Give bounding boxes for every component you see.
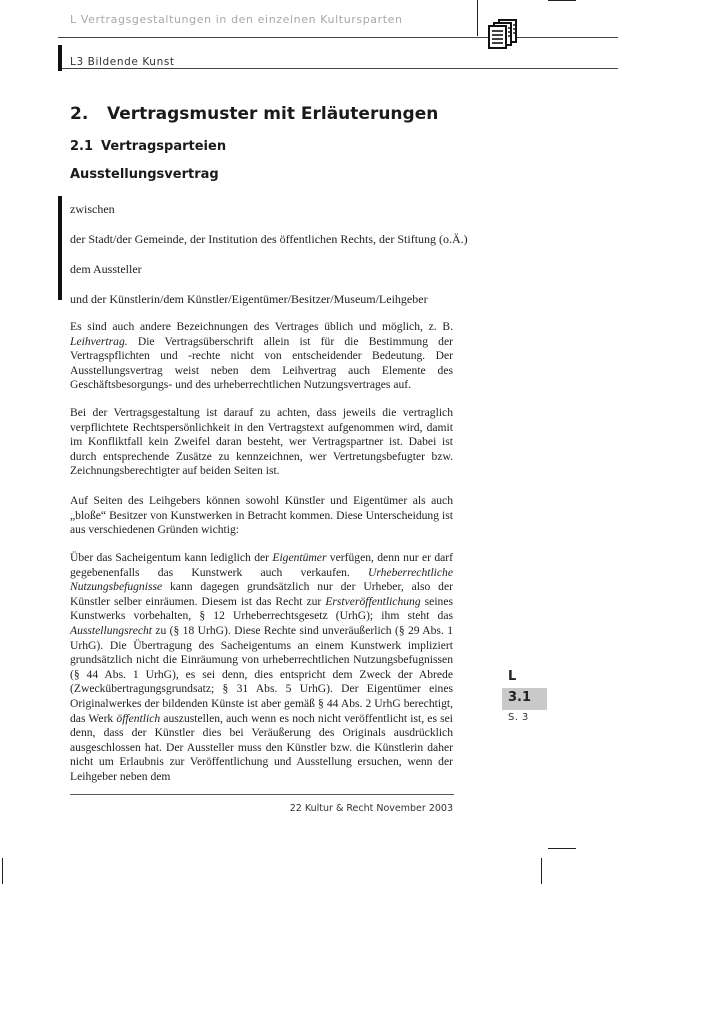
party-artist: und der Künstlerin/dem Künstler/Eigentümer/Besitzer/Museum/Leihgeber	[70, 292, 428, 306]
section-tab	[502, 667, 547, 729]
paragraph-1: Es sind auch andere Bezeichnungen des Vertrages üblich und möglich, z. B. Leihvertrag. Die Vertragsüberschrift allein ist für die Bestimmung der Vertragspflichten und -rechte nicht von entscheidender Bedeutung. Der Ausstellungsvertrag weist neben dem Leihvertrag auch Elemente des Geschäftsbesorgungs- und des urheberrechtlichen Nutzungsvertrages auf.	[70, 320, 453, 392]
section-tab-letter: L	[508, 669, 517, 684]
party-institution: der Stadt/der Gemeinde, der Institution des öffentlichen Rechts, der Stiftung (o.Ä.)	[70, 232, 468, 246]
running-header-chapter: L3 Bildende Kunst	[70, 56, 175, 68]
header-rule-bottom	[58, 68, 618, 69]
paragraph-3: Auf Seiten des Leihgebers können sowohl Künstler und Eigentümer als auch „bloße“ Besitzer von Kunstwerken in Betracht kommen. Diese Unterscheidung ist aus verschiedenen Gründen wichtig:	[70, 494, 453, 537]
paragraph-2: Bei der Vertragsgestaltung ist darauf zu achten, dass jeweils die vertraglich verpflichtete Rechtspersönlichkeit in den Vertragstext aufgenommen wird, damit im Konfliktfall kein Zweifel daran besteht, wer Vertragspartner ist. Dabei ist durch entsprechende Zusätze zu kennzeichnen, wer Vertretungsbefugter bzw. Zeichnungsberechtigter auf beiden Seiten ist.	[70, 406, 453, 478]
sub-heading-text: Vertragsparteien	[101, 139, 227, 154]
document-stack-icon	[486, 18, 522, 50]
sub-heading	[70, 139, 226, 154]
page-footer: 22 Kultur & Recht November 2003	[289, 803, 453, 814]
crop-mark-bottom-left	[2, 858, 3, 884]
parties-marker-bar	[58, 196, 62, 300]
section-tab-number: 3.1	[508, 690, 532, 705]
main-heading-text: Vertragsmuster mit Erläuterungen	[107, 104, 439, 124]
footer-rule	[70, 794, 454, 795]
contract-type-heading: Ausstellungsvertrag	[70, 167, 219, 182]
header-vertical-rule	[477, 0, 478, 36]
header-rule-top	[58, 37, 618, 38]
running-header-section: L Vertragsgestaltungen in den einzelnen Kultursparten	[70, 13, 403, 26]
paragraph-4: Über das Sacheigentum kann lediglich der Eigentümer verfügen, denn nur er darf gegebenenfalls das Kunstwerk auch verkaufen. Urheberrechtliche Nutzungsbefugnisse kann dagegen grundsätzlich nur der Urheber, also der Künstler selber einräumen. Diesem ist das Recht zur Erstveröffentlichung seines Kunstwerks vorbehalten, § 12 Urheberrechtsgesetz (UrhG); ihm steht das Ausstellungsrecht zu (§ 18 UrhG). Diese Rechte sind unveräußerlich (§ 29 Abs. 1 UrhG). Die Übertragung des Sacheigentums an einem Kunstwerk impliziert grundsätzlich nicht die Einräumung von urheberrechtlichen Nutzungsbefugnissen (§ 44 Abs. 1 UrhG), es sei denn, dies entspricht dem Zweck der Abrede (Zweckübertragungsgrundsatz; § 31 Abs. 5 UrhG). Der Eigentümer eines Originalwerkes der bildenden Künste ist aber gemäß § 44 Abs. 2 UrhG berechtigt, das Werk öffentlich auszustellen, auch wenn es noch nicht veröffentlicht ist, es sei denn, dass der Künstler dies bei Veräußerung des Originals ausdrücklich ausgeschlossen hat. Der Aussteller muss den Künstler bzw. die Künstlerin daher nicht um Erlaubnis zur Veröffentlichung und Ausstellung ersuchen, wenn der Leihgeber neben dem	[70, 551, 454, 783]
crop-mark-top-right	[548, 0, 576, 1]
sub-heading-number: 2.1	[70, 139, 94, 154]
party-exhibitor: dem Aussteller	[70, 262, 142, 276]
party-between: zwischen	[70, 202, 115, 216]
chapter-marker-bar	[58, 45, 62, 71]
crop-mark-bottom-center	[541, 858, 542, 884]
main-heading-number: 2.	[70, 104, 89, 124]
main-heading	[70, 104, 438, 124]
section-tab-page: S. 3	[508, 712, 529, 723]
crop-mark-bottom-right	[548, 848, 576, 849]
